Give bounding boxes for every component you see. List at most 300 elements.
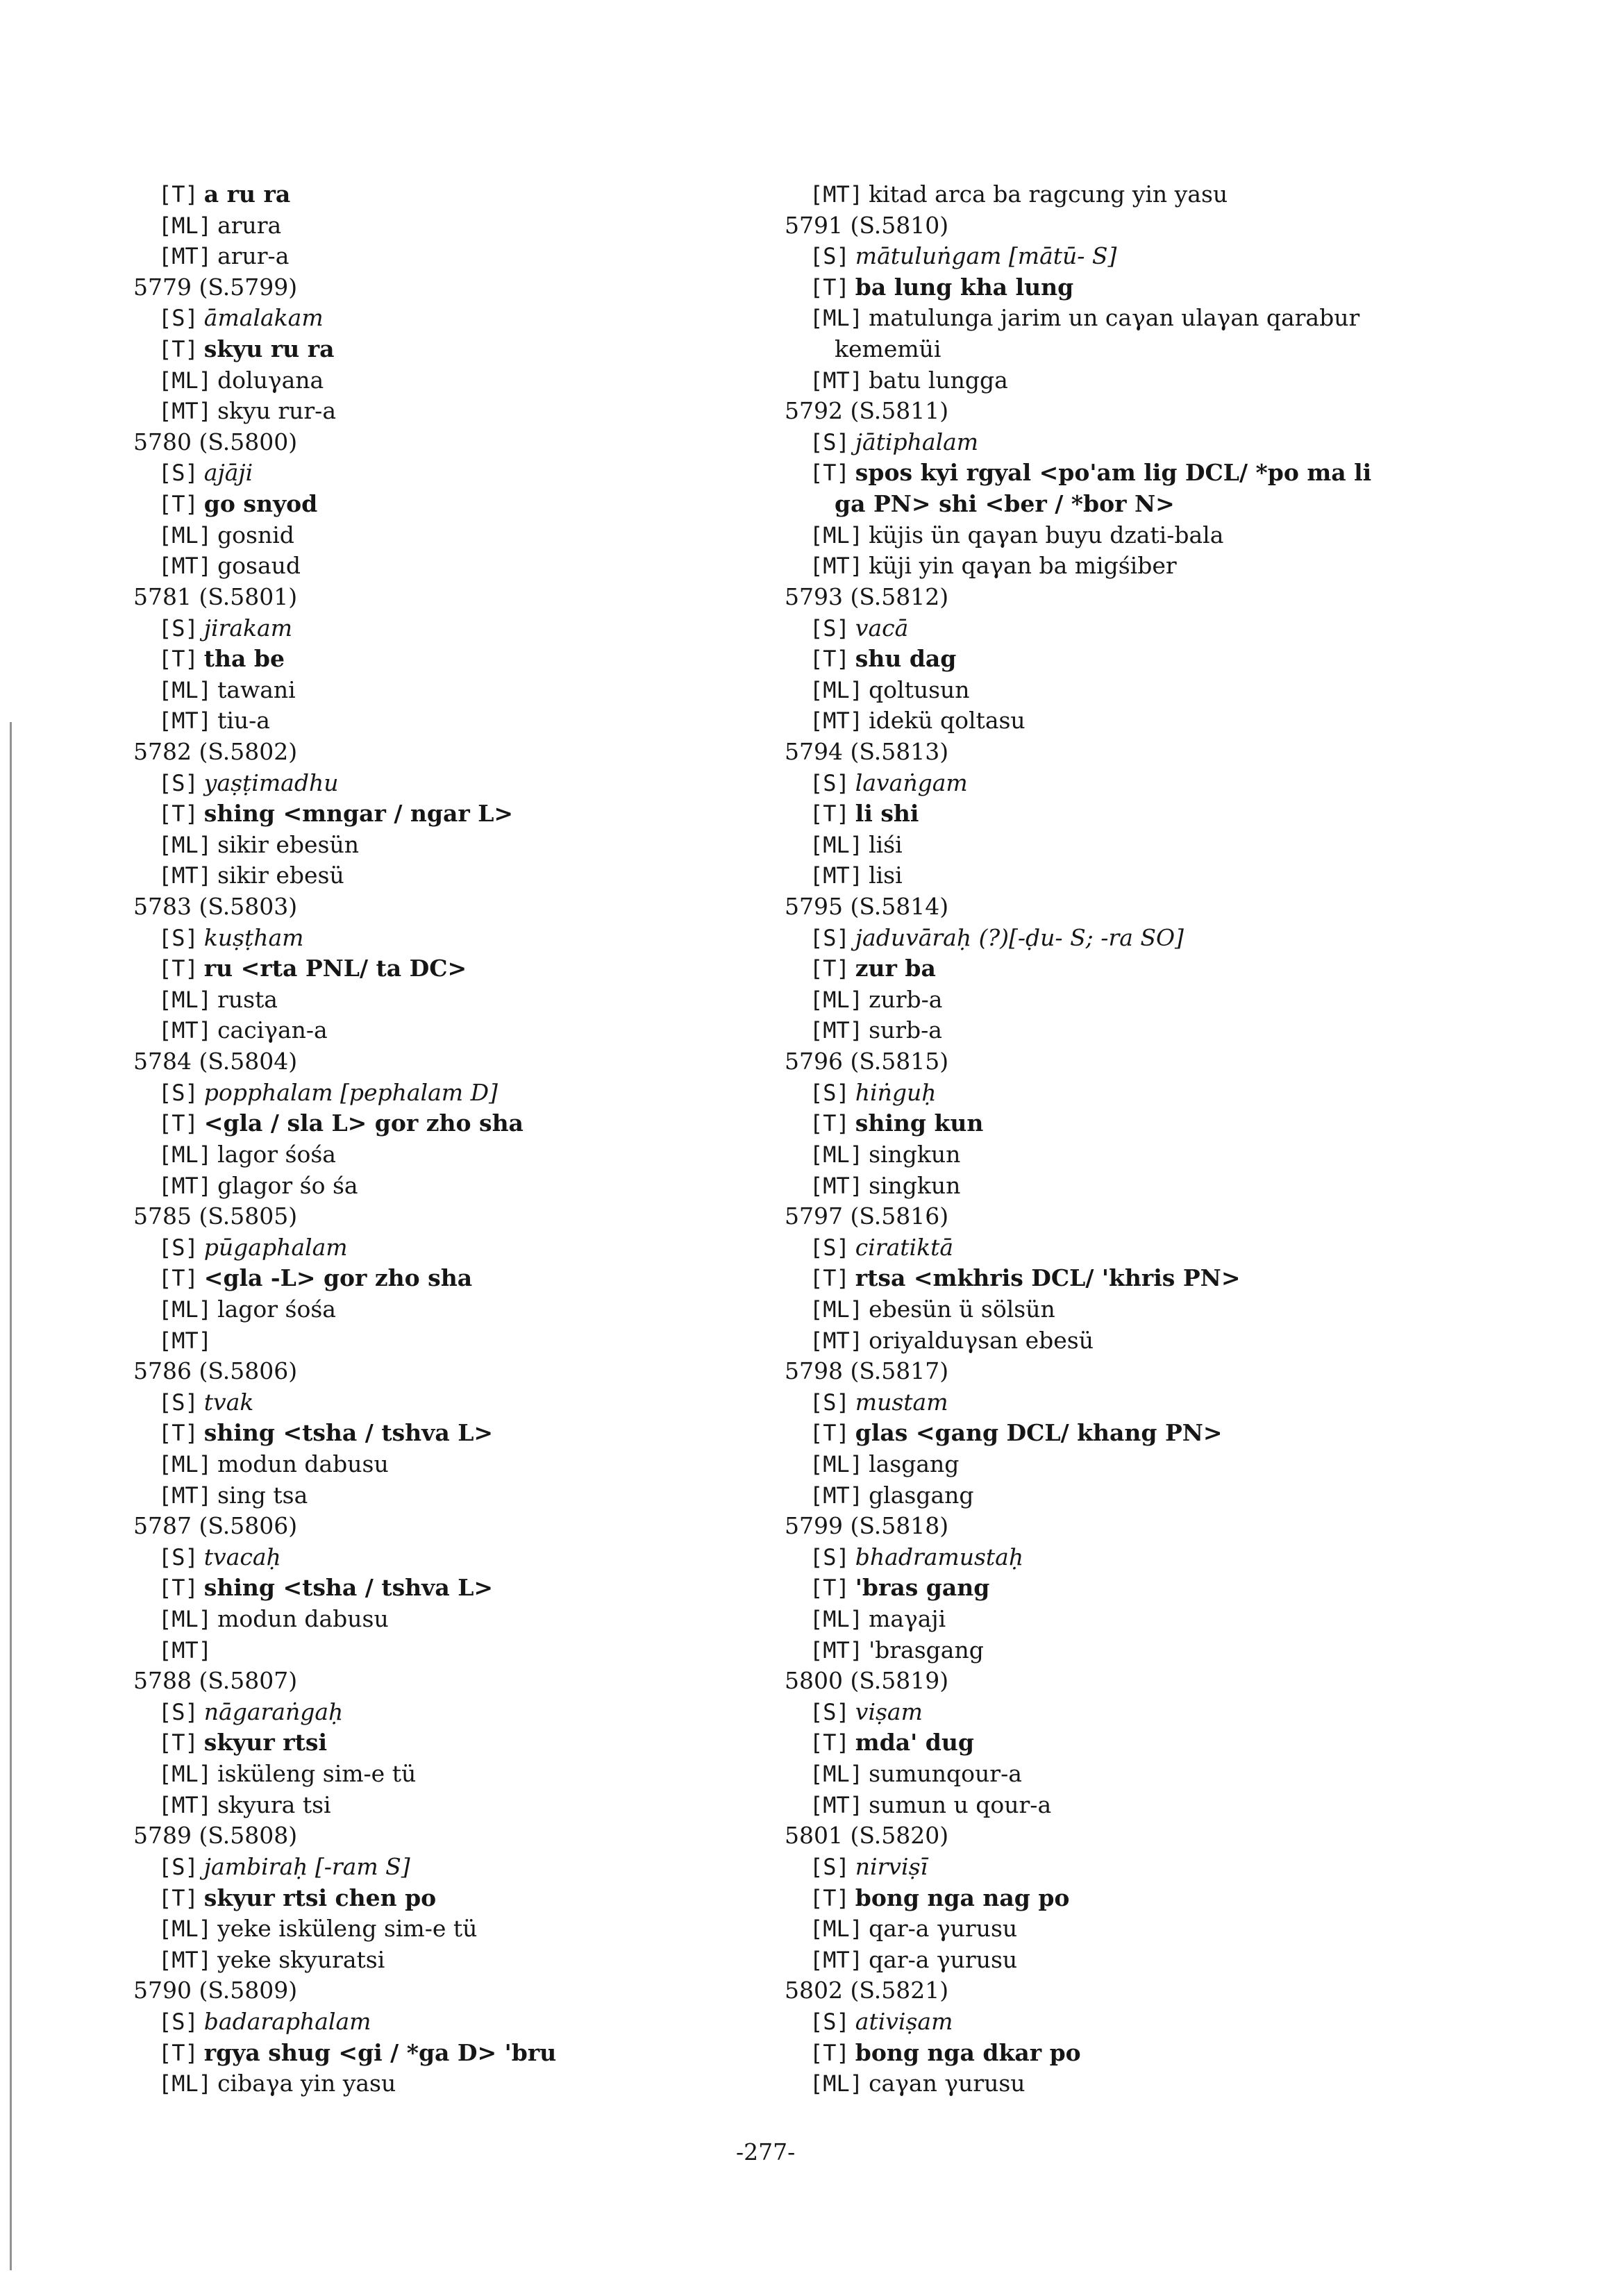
gloss-text: skyura tsi	[217, 1791, 331, 1818]
gloss-text: ba lung kha lung	[855, 273, 1074, 301]
entry-number: 5779 (S.5799)	[133, 273, 298, 301]
gloss-text: <gla / sla L> gor zho sha	[203, 1109, 524, 1137]
language-tag: [ML]	[810, 1606, 864, 1633]
language-tag: [MT]	[810, 707, 864, 735]
gloss-line	[133, 1727, 758, 1759]
gloss-text: tiu-a	[217, 707, 270, 735]
language-tag: [T]	[158, 801, 199, 828]
gloss-line	[133, 1913, 758, 1945]
gloss-line	[785, 303, 1521, 334]
language-tag: [S]	[810, 2008, 850, 2035]
language-tag: [ML]	[158, 1606, 212, 1633]
gloss-line	[785, 1108, 1521, 1139]
language-tag: [ML]	[810, 1761, 864, 1788]
gloss-text: tvak	[203, 1388, 254, 1416]
gloss-line	[785, 241, 1521, 272]
gloss-line	[785, 705, 1521, 737]
entry-number: 5789 (S.5808)	[133, 1822, 298, 1850]
gloss-line	[785, 1263, 1521, 1294]
language-tag: [MT]	[158, 398, 212, 425]
entry-number: 5797 (S.5816)	[785, 1203, 949, 1230]
gloss-text: singkun	[869, 1140, 961, 1168]
language-tag: [T]	[810, 1110, 850, 1137]
gloss-line	[133, 2006, 758, 2038]
gloss-text: sing tsa	[217, 1481, 308, 1509]
language-tag: [ML]	[810, 2070, 864, 2097]
gloss-text: tawani	[217, 676, 296, 703]
gloss-text: küji yin qaγan ba migśiber	[869, 552, 1177, 580]
gloss-line	[133, 798, 758, 830]
gloss-text: singkun	[869, 1171, 961, 1199]
language-tag: [T]	[158, 491, 199, 518]
gloss-text: tha be	[203, 645, 285, 673]
entry-number: 5781 (S.5801)	[133, 583, 298, 610]
gloss-line	[785, 1232, 1521, 1264]
gloss-text: yeke skyuratsi	[217, 1945, 385, 1973]
gloss-text: hiṅguḥ	[855, 1078, 937, 1106]
gloss-text: qoltusun	[869, 676, 970, 703]
language-tag: [MT]	[158, 1017, 212, 1044]
continuation-line	[785, 489, 1521, 520]
language-tag: [S]	[158, 1543, 199, 1570]
gloss-line	[133, 303, 758, 334]
language-tag: [ML]	[810, 521, 864, 548]
gloss-line	[133, 1263, 758, 1294]
gloss-text: nirviṣī	[855, 1852, 928, 1880]
language-tag: [S]	[158, 1853, 199, 1880]
gloss-text: skyur rtsi chen po	[203, 1884, 437, 1911]
gloss-text: sikir ebesün	[217, 830, 359, 858]
gloss-line	[133, 1635, 758, 1666]
entry-number: 5794 (S.5813)	[785, 737, 949, 765]
gloss-line	[133, 1171, 758, 1202]
language-tag: [ML]	[810, 676, 864, 703]
left-column	[133, 179, 758, 2100]
gloss-line	[133, 1078, 758, 1109]
gloss-text: glagor śo śa	[217, 1171, 358, 1199]
language-tag: [T]	[810, 1729, 850, 1757]
entry-number: 5787 (S.5806)	[133, 1512, 298, 1540]
gloss-line	[785, 1480, 1521, 1511]
language-tag: [T]	[810, 1420, 850, 1447]
language-tag: [MT]	[810, 1172, 864, 1199]
gloss-text: yaṣṭimadhu	[203, 769, 339, 796]
language-tag: [ML]	[810, 1916, 864, 1943]
gloss-text: shing <mngar / ngar L>	[203, 800, 514, 828]
gloss-line	[785, 272, 1521, 303]
language-tag: [T]	[158, 955, 199, 982]
gloss-text: batu lungga	[869, 366, 1008, 394]
language-tag: [T]	[810, 2039, 850, 2066]
gloss-text: küjis ün qaγan buyu dzati-bala	[869, 521, 1224, 548]
gloss-line	[785, 644, 1521, 675]
gloss-text: go snyod	[203, 490, 318, 518]
language-tag: [MT]	[810, 367, 864, 394]
language-tag: [ML]	[158, 1761, 212, 1788]
gloss-text: sikir ebesü	[217, 862, 344, 889]
language-tag: [ML]	[810, 305, 864, 332]
entry-number: 5786 (S.5806)	[133, 1357, 298, 1385]
gloss-text: pūgaphalam	[203, 1233, 348, 1261]
language-tag: [T]	[158, 1265, 199, 1292]
gloss-text: caciγan-a	[217, 1016, 328, 1044]
gloss-line	[133, 644, 758, 675]
gloss-text: jirakam	[203, 614, 292, 642]
language-tag: [ML]	[158, 986, 212, 1013]
language-tag: [S]	[158, 614, 199, 642]
gloss-text: arura	[217, 211, 282, 239]
gloss-text: modun dabusu	[217, 1605, 389, 1633]
gloss-line	[785, 1325, 1521, 1357]
gloss-text: mda' dug	[855, 1729, 974, 1757]
entry-number: 5799 (S.5818)	[785, 1512, 949, 1540]
gloss-text: shing <tsha / tshva L>	[203, 1574, 494, 1602]
entry-number: 5780 (S.5800)	[133, 428, 298, 455]
language-tag: [S]	[810, 1853, 850, 1880]
language-tag: [MT]	[158, 1482, 212, 1509]
gloss-line	[133, 1325, 758, 1357]
gloss-text: skyur rtsi	[203, 1729, 328, 1757]
gloss-line	[133, 984, 758, 1016]
gloss-line	[785, 860, 1521, 891]
language-tag: [S]	[810, 1079, 850, 1106]
entry-number: 5782 (S.5802)	[133, 737, 298, 765]
gloss-text: sumunqour-a	[869, 1760, 1022, 1788]
gloss-line	[133, 923, 758, 954]
gloss-line	[133, 1480, 758, 1511]
gloss-text: ajāji	[203, 459, 253, 487]
gloss-line	[785, 1945, 1521, 1976]
entry-number: 5802 (S.5821)	[785, 1977, 949, 2004]
gloss-text: zur ba	[855, 955, 936, 982]
language-tag: [T]	[810, 1884, 850, 1911]
gloss-text: kuṣṭham	[203, 923, 304, 951]
gloss-line	[785, 1913, 1521, 1945]
gloss-line	[133, 1852, 758, 1883]
gloss-text: jātiphalam	[855, 428, 979, 455]
gloss-line	[785, 1635, 1521, 1666]
gloss-line	[133, 2038, 758, 2069]
gloss-line	[785, 2038, 1521, 2069]
gloss-line	[785, 1078, 1521, 1109]
gloss-line	[133, 489, 758, 520]
gloss-text: jaduvāraḥ (?)[-ḍu- S; -ra SO]	[855, 923, 1184, 951]
gloss-text: mātuluṅgam [mātū- S]	[855, 242, 1117, 270]
gloss-text: sumun u qour-a	[869, 1791, 1052, 1818]
gloss-line	[785, 1418, 1521, 1449]
language-tag: [S]	[810, 924, 850, 951]
language-tag: [S]	[810, 614, 850, 642]
gloss-line	[785, 1015, 1521, 1046]
language-tag: [MT]	[810, 1017, 864, 1044]
gloss-line	[133, 551, 758, 582]
gloss-line	[785, 551, 1521, 582]
gloss-text: oriyalduγsan ebesü	[869, 1326, 1094, 1354]
gloss-text: ga PN> shi <ber / *bor N>	[835, 490, 1175, 518]
gloss-line	[785, 1449, 1521, 1480]
language-tag: [MT]	[810, 1636, 864, 1664]
language-tag: [T]	[810, 955, 850, 982]
language-tag: [S]	[158, 460, 199, 487]
right-column	[785, 179, 1521, 2100]
gloss-line	[785, 953, 1521, 984]
language-tag: [T]	[158, 336, 199, 363]
gloss-text: zurb-a	[869, 985, 943, 1013]
gloss-text: a ru ra	[203, 181, 291, 208]
gloss-line	[133, 1418, 758, 1449]
gloss-line	[785, 179, 1521, 210]
gloss-text: skyu rur-a	[217, 397, 337, 425]
gloss-line	[133, 768, 758, 799]
gloss-text: jambiraḥ [-ram S]	[203, 1852, 410, 1880]
gloss-line	[133, 1759, 758, 1790]
gloss-text: ciratiktā	[855, 1233, 954, 1261]
entry-number: 5790 (S.5809)	[133, 1977, 298, 2004]
gloss-text: <gla -L> gor zho sha	[203, 1264, 473, 1292]
entry-number: 5792 (S.5811)	[785, 397, 949, 425]
gloss-text: maγaji	[869, 1605, 946, 1633]
entry-number: 5785 (S.5805)	[133, 1203, 298, 1230]
gloss-line	[785, 1727, 1521, 1759]
language-tag: [T]	[158, 181, 199, 208]
gloss-line	[785, 2068, 1521, 2100]
gloss-text: glas <gang DCL/ khang PN>	[855, 1419, 1223, 1447]
language-tag: [ML]	[810, 986, 864, 1013]
language-tag: [T]	[158, 2039, 199, 2066]
gloss-text: arur-a	[217, 242, 290, 270]
gloss-text: qar-a γurusu	[869, 1915, 1018, 1943]
gloss-line	[133, 1542, 758, 1573]
language-tag: [MT]	[810, 1791, 864, 1818]
gloss-line	[133, 458, 758, 489]
gloss-text: liśi	[869, 830, 903, 858]
language-tag: [ML]	[158, 2070, 212, 2097]
gloss-text: matulunga jarim un caγan ulaγan qarabur	[869, 304, 1360, 332]
gloss-text: lasgang	[869, 1450, 960, 1477]
gloss-text: rusta	[217, 985, 278, 1013]
language-tag: [S]	[158, 2008, 199, 2035]
language-tag: [S]	[810, 1234, 850, 1261]
entry-number: 5795 (S.5814)	[785, 893, 949, 921]
gloss-line	[785, 1697, 1521, 1728]
language-tag: [ML]	[158, 1141, 212, 1168]
gloss-line	[133, 1387, 758, 1418]
gloss-text: gosnid	[217, 521, 294, 548]
gloss-line	[133, 860, 758, 891]
gloss-text: glasgang	[869, 1481, 974, 1509]
gloss-line	[785, 1852, 1521, 1883]
gloss-line	[785, 1790, 1521, 1821]
gloss-line	[785, 365, 1521, 396]
gloss-line	[785, 427, 1521, 458]
language-tag: [ML]	[158, 831, 212, 858]
gloss-text: isküleng sim-e tü	[217, 1760, 417, 1788]
gloss-line	[133, 1790, 758, 1821]
language-tag: [ML]	[810, 831, 864, 858]
language-tag: [ML]	[810, 1450, 864, 1477]
language-tag: [MT]	[158, 1946, 212, 1973]
gloss-text: modun dabusu	[217, 1450, 389, 1477]
entry-number: 5788 (S.5807)	[133, 1667, 298, 1695]
language-tag: [T]	[158, 1420, 199, 1447]
gloss-text: bong nga dkar po	[855, 2038, 1081, 2066]
gloss-line	[785, 1883, 1521, 1914]
entry-number: 5800 (S.5819)	[785, 1667, 949, 1695]
language-tag: [T]	[810, 801, 850, 828]
language-tag: [MT]	[158, 862, 212, 889]
gloss-line	[133, 1697, 758, 1728]
gloss-line	[785, 984, 1521, 1016]
gloss-text: kememüi	[835, 335, 941, 363]
gloss-line	[133, 1573, 758, 1604]
language-tag: [T]	[810, 274, 850, 301]
language-tag: [S]	[158, 1698, 199, 1725]
gloss-text: 'brasgang	[869, 1636, 984, 1664]
gloss-text: 'bras gang	[855, 1574, 990, 1602]
gloss-text: qar-a γurusu	[869, 1945, 1018, 1973]
gloss-line	[133, 1945, 758, 1976]
language-tag: [MT]	[158, 553, 212, 580]
gloss-line	[133, 210, 758, 242]
gloss-text: spos kyi rgyal <po'am lig DCL/ *po ma li	[855, 459, 1372, 487]
gloss-text: lisi	[869, 862, 903, 889]
language-tag: [S]	[158, 1389, 199, 1416]
gloss-text: ru <rta PNL/ ta DC>	[203, 955, 467, 982]
language-tag: [MT]	[158, 707, 212, 735]
language-tag: [MT]	[158, 243, 212, 270]
gloss-line	[785, 613, 1521, 644]
gloss-text: caγan γurusu	[869, 2070, 1026, 2097]
gloss-line	[785, 768, 1521, 799]
gloss-line	[133, 1015, 758, 1046]
gloss-text: badaraphalam	[203, 2007, 371, 2035]
gloss-text: mustam	[855, 1388, 948, 1416]
language-tag: [ML]	[158, 1450, 212, 1477]
continuation-line	[785, 334, 1521, 365]
gloss-line	[133, 2068, 758, 2100]
language-tag: [ML]	[158, 1296, 212, 1323]
language-tag: [MT]	[158, 1172, 212, 1199]
gloss-line	[785, 1387, 1521, 1418]
language-tag: [ML]	[810, 1296, 864, 1323]
gloss-text: bong nga nag po	[855, 1884, 1070, 1911]
gloss-line	[133, 179, 758, 210]
gloss-text: ebesün ü sölsün	[869, 1295, 1055, 1323]
language-tag: [S]	[810, 1698, 850, 1725]
gloss-line	[785, 675, 1521, 706]
gloss-line	[133, 1232, 758, 1264]
gloss-line	[133, 953, 758, 984]
gloss-line	[133, 675, 758, 706]
language-tag: [S]	[158, 305, 199, 332]
gloss-text: rtsa <mkhris DCL/ 'khris PN>	[855, 1264, 1241, 1292]
language-tag: [T]	[810, 1575, 850, 1602]
entry-number: 5796 (S.5815)	[785, 1048, 949, 1075]
gloss-text: lagor śośa	[217, 1295, 336, 1323]
entry-number: 5784 (S.5804)	[133, 1048, 298, 1075]
gloss-line	[133, 830, 758, 861]
entry-number: 5791 (S.5810)	[785, 211, 949, 239]
language-tag: [ML]	[158, 212, 212, 239]
language-tag: [ML]	[158, 1916, 212, 1943]
language-tag: [S]	[810, 428, 850, 455]
language-tag: [T]	[810, 646, 850, 673]
gloss-line	[785, 1542, 1521, 1573]
gloss-line	[133, 1139, 758, 1171]
language-tag: [T]	[158, 646, 199, 673]
gloss-text: bhadramustaḥ	[855, 1543, 1024, 1570]
gloss-line	[133, 1294, 758, 1325]
language-tag: [MT]	[158, 1636, 212, 1664]
language-tag: [T]	[158, 1110, 199, 1137]
gloss-text: viṣam	[855, 1698, 923, 1725]
language-tag: [S]	[810, 243, 850, 270]
gloss-text: shu dag	[855, 645, 957, 673]
gloss-line	[785, 1573, 1521, 1604]
gloss-text: yeke isküleng sim-e tü	[217, 1915, 478, 1943]
gloss-text: rgya shug <gi / *ga D> 'bru	[203, 2038, 557, 2066]
gloss-text: lagor śośa	[217, 1140, 336, 1168]
gloss-line	[785, 520, 1521, 551]
gloss-text: surb-a	[869, 1016, 942, 1044]
language-tag: [MT]	[810, 1327, 864, 1354]
gloss-text: nāgaraṅgaḥ	[203, 1698, 344, 1725]
gloss-line	[785, 1604, 1521, 1635]
language-tag: [MT]	[158, 1791, 212, 1818]
language-tag: [S]	[158, 924, 199, 951]
gloss-text: lavaṅgam	[855, 769, 968, 796]
gloss-line	[133, 396, 758, 427]
gloss-text: kitad arca ba ragcung yin yasu	[869, 181, 1228, 208]
gloss-line	[133, 1449, 758, 1480]
gloss-line	[133, 241, 758, 272]
language-tag: [S]	[810, 769, 850, 796]
gloss-text: doluγana	[217, 366, 324, 394]
gloss-line	[133, 1604, 758, 1635]
entry-number: 5798 (S.5817)	[785, 1357, 949, 1385]
language-tag: [MT]	[810, 553, 864, 580]
gloss-line	[785, 1139, 1521, 1171]
gloss-text: popphalam [pephalam D]	[203, 1078, 498, 1106]
language-tag: [S]	[810, 1389, 850, 1416]
page-number: -277-	[736, 2138, 796, 2165]
entry-number: 5783 (S.5803)	[133, 893, 298, 921]
gloss-line	[785, 1759, 1521, 1790]
language-tag: [ML]	[158, 367, 212, 394]
language-tag: [T]	[158, 1884, 199, 1911]
gloss-line	[133, 1108, 758, 1139]
entry-number: 5793 (S.5812)	[785, 583, 949, 610]
gloss-text: cibaγa yin yasu	[217, 2070, 396, 2097]
gloss-text: tvacaḥ	[203, 1543, 281, 1570]
gloss-text: skyu ru ra	[203, 335, 335, 363]
gloss-text: ativiṣam	[855, 2007, 953, 2035]
gloss-line	[133, 1883, 758, 1914]
gloss-line	[785, 830, 1521, 861]
gloss-line	[133, 520, 758, 551]
gloss-text: gosaud	[217, 552, 301, 580]
language-tag: [MT]	[810, 1482, 864, 1509]
gloss-line	[785, 1171, 1521, 1202]
gloss-line	[133, 365, 758, 396]
gloss-text: shing kun	[855, 1109, 984, 1137]
language-tag: [S]	[158, 1234, 199, 1261]
gloss-line	[785, 2006, 1521, 2038]
language-tag: [MT]	[158, 1327, 212, 1354]
language-tag: [MT]	[810, 1946, 864, 1973]
language-tag: [ML]	[158, 676, 212, 703]
gloss-line	[785, 458, 1521, 489]
